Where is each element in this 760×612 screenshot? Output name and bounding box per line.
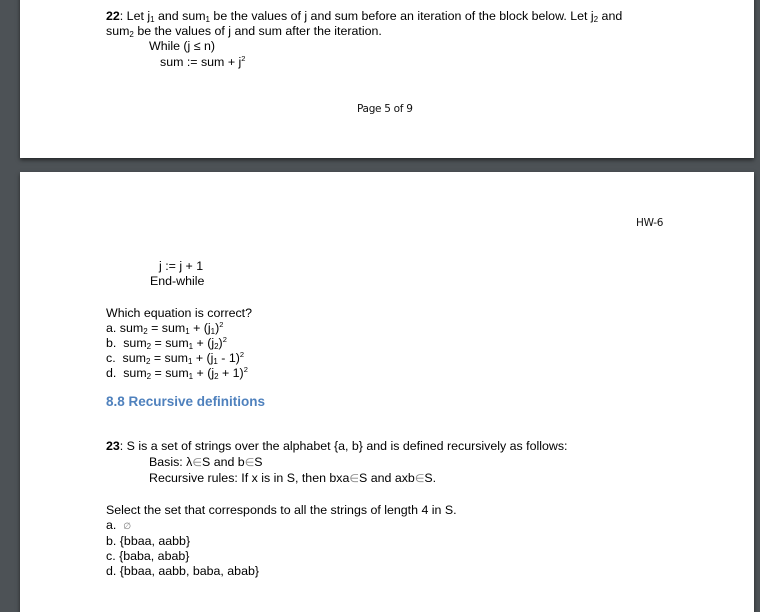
- text: and sum: [154, 9, 206, 23]
- page-footer: Page 5 of 9: [357, 103, 413, 115]
- text: sum := sum + j: [160, 55, 242, 69]
- subscript: 2: [145, 357, 151, 366]
- superscript: 2: [219, 320, 224, 329]
- empty-set-symbol: ∅: [123, 521, 132, 531]
- subscript: 2: [146, 372, 152, 381]
- element-of-symbol: ∈: [414, 473, 425, 485]
- question-23-intro: [106, 439, 567, 454]
- page-header: HW-6: [636, 217, 664, 229]
- q23-option-a: [106, 518, 131, 534]
- question-22-line-2: [106, 24, 382, 39]
- subscript: 2: [146, 342, 152, 351]
- subscript: 1: [150, 15, 155, 24]
- option-label: b.: [106, 336, 117, 350]
- code-increment: j := j + 1: [159, 259, 204, 273]
- text: sum: [122, 351, 146, 365]
- text: ): [218, 336, 223, 350]
- text: S and axb: [359, 471, 415, 485]
- section-heading: 8.8 Recursive definitions: [106, 394, 266, 409]
- text: + (j: [193, 336, 215, 350]
- recursive-rules-line: [149, 471, 436, 487]
- option-label: c.: [106, 549, 116, 563]
- text: Basis: λ: [149, 455, 193, 469]
- text: + 1): [218, 366, 244, 380]
- code-sum: [160, 55, 245, 70]
- text: S and b: [201, 455, 245, 469]
- code-endwhile: End-while: [150, 274, 205, 288]
- text: be the values of j and sum before an iteration of the block below. Let j: [209, 9, 594, 23]
- q23-option-c: [106, 549, 189, 564]
- option-label: a.: [106, 321, 117, 335]
- superscript: 2: [239, 350, 245, 359]
- subscript: 1: [188, 342, 194, 351]
- subscript: 1: [213, 357, 218, 366]
- text: be the values of j and sum after the iteration.: [133, 24, 382, 38]
- code-while: While (j ≤ n): [149, 39, 216, 53]
- option-label: a.: [106, 518, 117, 532]
- option-label: c.: [106, 351, 116, 365]
- text: + (j: [189, 321, 211, 335]
- pdf-page-5: [20, 0, 754, 158]
- subscript: 2: [143, 327, 148, 336]
- subscript: 1: [185, 327, 190, 336]
- subscript: 1: [205, 15, 210, 24]
- subscript: 1: [210, 327, 216, 336]
- text: S: [254, 455, 263, 469]
- pdf-page-6: [20, 172, 754, 612]
- option-c: [106, 351, 244, 366]
- q23-option-b: [106, 534, 190, 549]
- text: = sum: [147, 321, 186, 335]
- text: sum: [123, 336, 147, 350]
- q23-option-d: [106, 564, 259, 579]
- element-of-symbol: ∈: [192, 457, 202, 469]
- option-label: d.: [106, 366, 117, 380]
- text: = sum: [150, 351, 188, 365]
- text: + (j: [192, 351, 214, 365]
- option-label: d.: [106, 564, 117, 578]
- question-22-line-1: [106, 9, 622, 24]
- question-22-prompt: Which equation is correct?: [106, 306, 253, 320]
- text: sum: [106, 24, 130, 38]
- subscript: 1: [187, 357, 193, 366]
- text: S.: [424, 471, 437, 485]
- option-text: {bbaa, aabb, baba, abab}: [119, 564, 259, 578]
- option-text: {baba, abab}: [119, 549, 190, 563]
- basis-line: [149, 455, 263, 471]
- subscript: 1: [188, 372, 194, 381]
- text: = sum: [151, 366, 189, 380]
- element-of-symbol: ∈: [349, 473, 359, 485]
- option-a: [106, 321, 223, 336]
- text: ): [215, 321, 220, 335]
- text: and: [598, 9, 623, 23]
- superscript: 2: [241, 54, 246, 63]
- text: = sum: [151, 336, 189, 350]
- text: : Let j: [119, 9, 151, 23]
- text: - 1): [217, 351, 240, 365]
- superscript: 2: [243, 365, 248, 374]
- subscript: 2: [214, 372, 219, 381]
- option-d: [106, 366, 248, 381]
- subscript: 2: [129, 30, 134, 39]
- question-number: 22: [106, 9, 120, 23]
- option-b: [106, 336, 227, 351]
- text: : S is a set of strings over the alphabet {a, b} and is defined recursively as follows:: [119, 439, 568, 453]
- superscript: 2: [222, 335, 227, 344]
- text: sum: [123, 366, 147, 380]
- question-23-prompt: Select the set that corresponds to all the strings of length 4 in S.: [106, 503, 457, 517]
- question-number: 23: [106, 439, 120, 453]
- text: sum: [119, 321, 144, 335]
- text: Recursive rules: If x is in S, then bxa: [149, 471, 350, 485]
- option-text: {bbaa, aabb}: [119, 534, 191, 548]
- text: + (j: [193, 366, 215, 380]
- subscript: 2: [593, 15, 599, 24]
- option-label: b.: [106, 534, 117, 548]
- element-of-symbol: ∈: [244, 457, 255, 469]
- subscript: 2: [214, 342, 219, 351]
